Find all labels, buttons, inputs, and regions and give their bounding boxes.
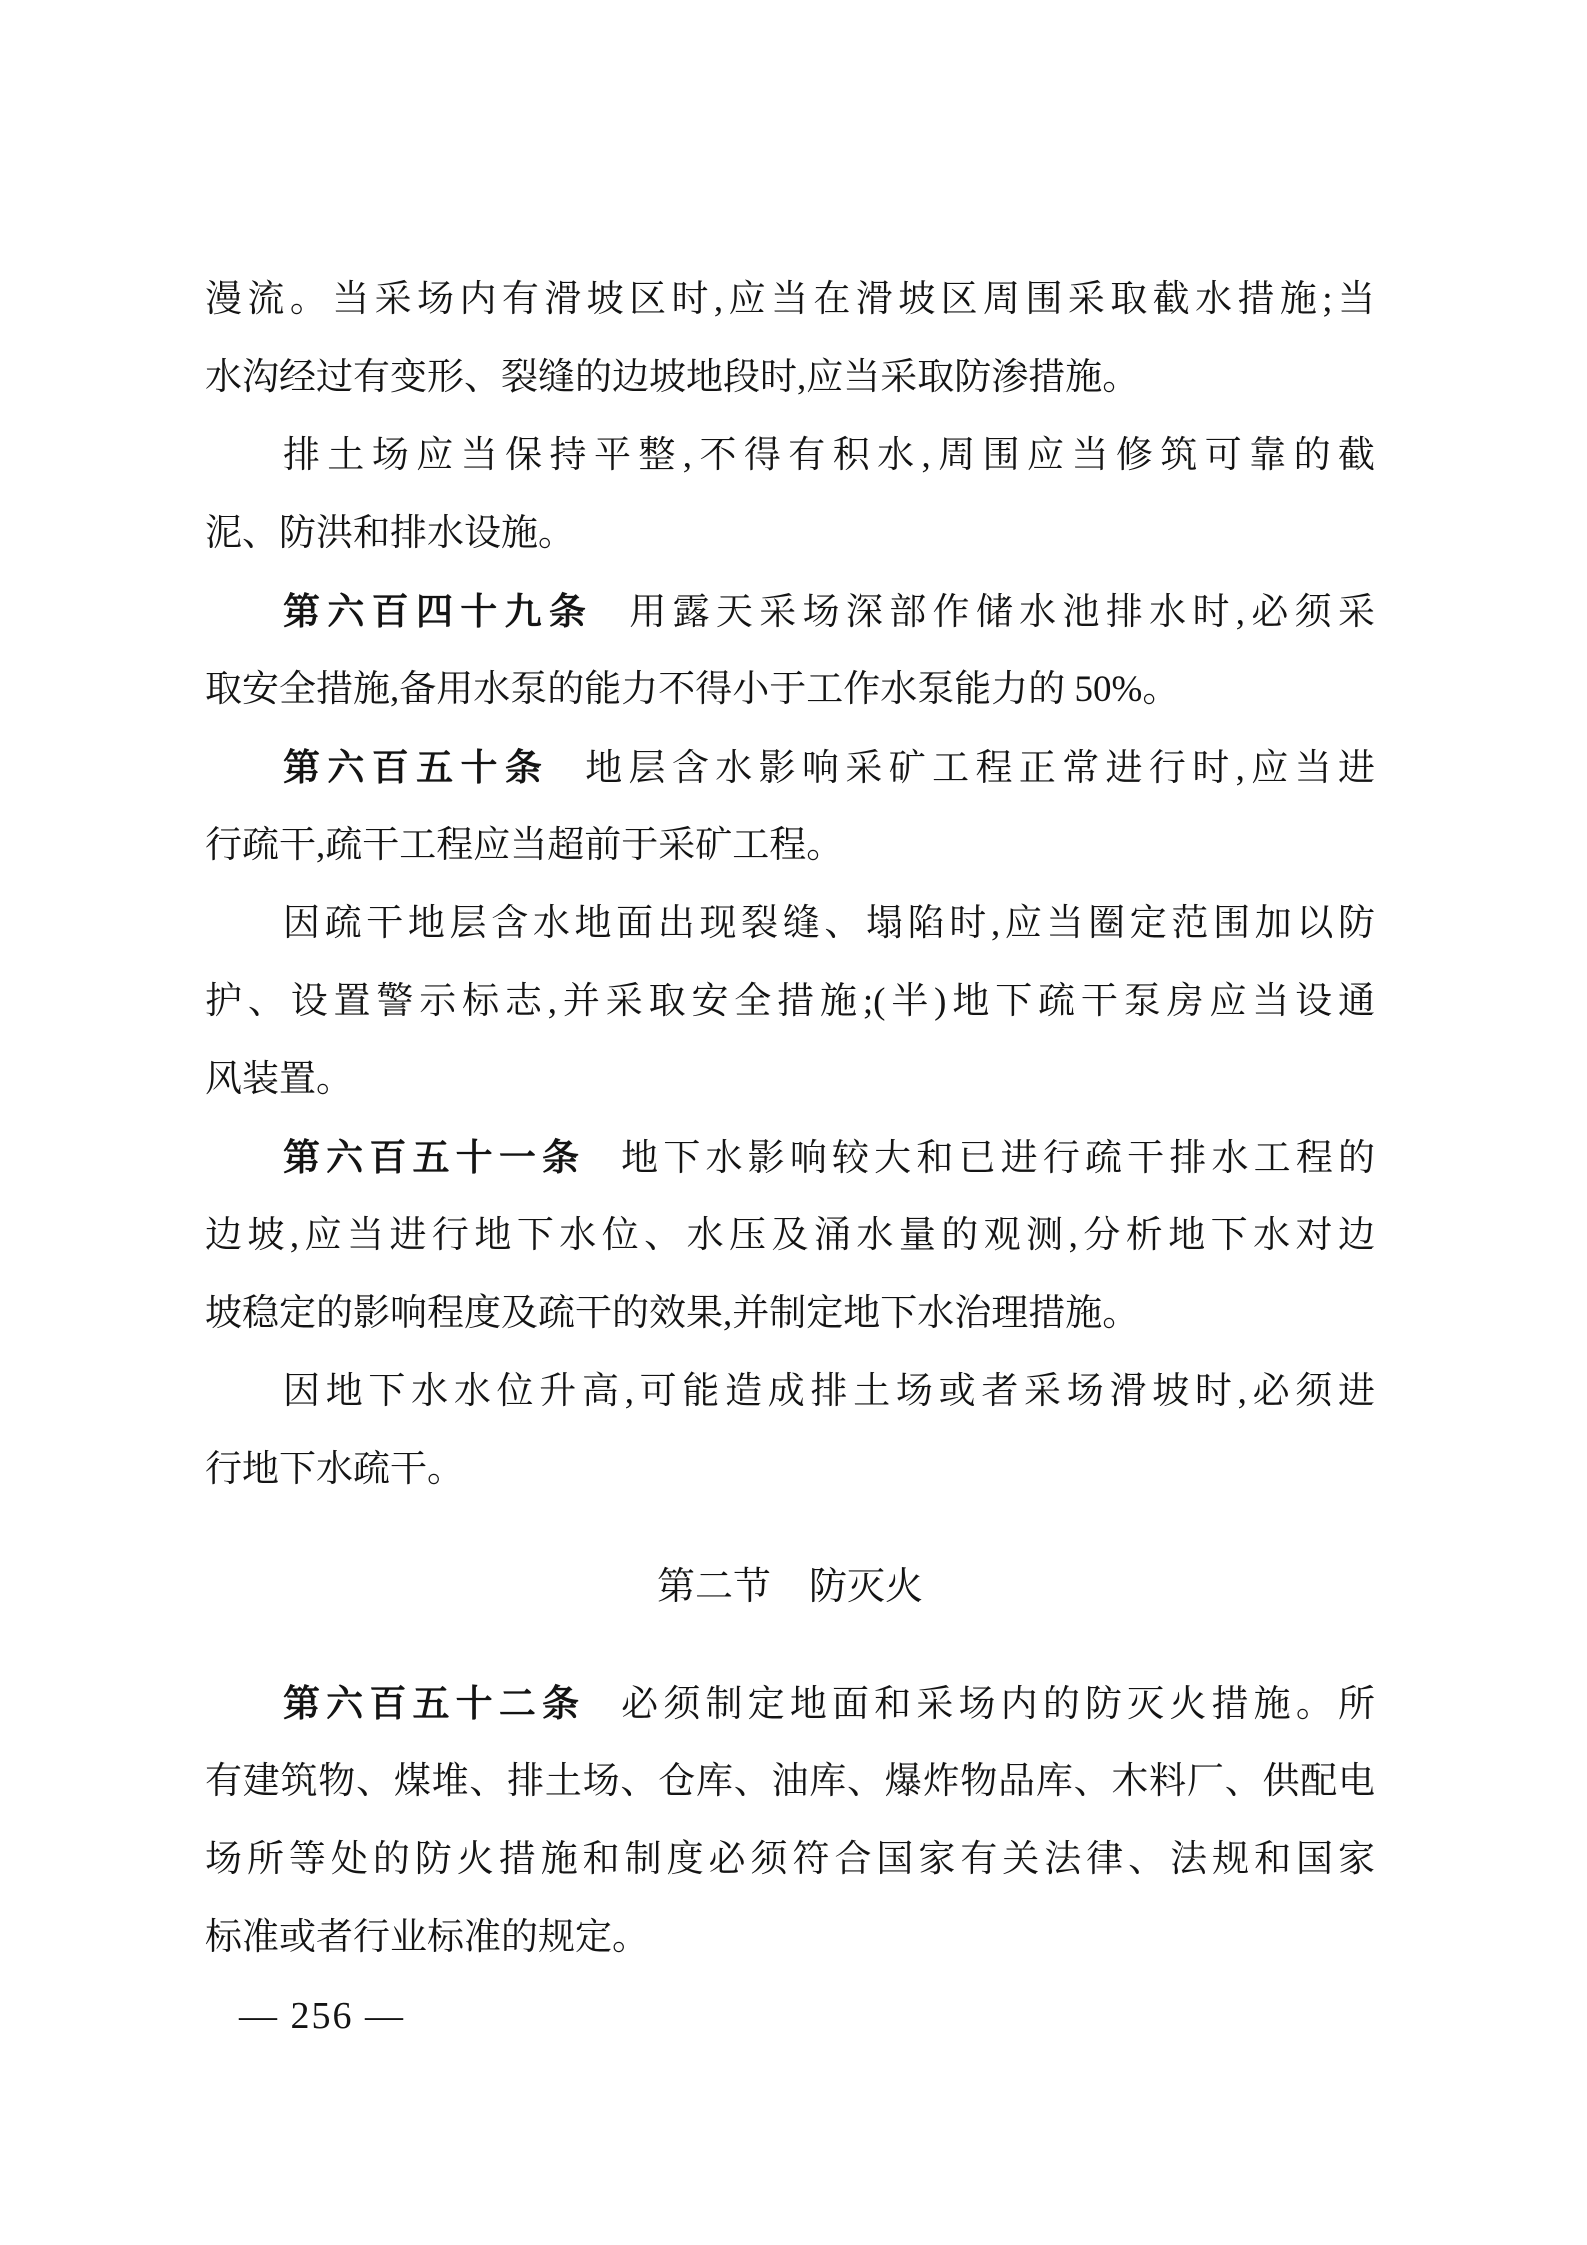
page-number [205, 1977, 1375, 2055]
line-text: 地层含水影响采矿工程正常进行时,应当进 [585, 748, 1375, 789]
text-line [205, 339, 1375, 417]
line-text: 护、设置警示标志,并采取安全措施;(半)地下疏干泵房应当设通 [205, 981, 1375, 1022]
line-text: 边坡,应当进行地下水位、水压及涌水量的观测,分析地下水对边 [205, 1215, 1375, 1256]
section-heading-text: 第二节 防灭火 [656, 1566, 923, 1608]
line-text: 用露天采场深部作储水池排水时,必须采 [629, 592, 1375, 633]
text-line [205, 1275, 1375, 1353]
line-text: 漫流。当采场内有滑坡区时,应当在滑坡区周围采取截水措施;当 [205, 279, 1375, 320]
text-line [205, 1821, 1375, 1899]
section-heading [205, 1509, 1375, 1665]
line-text: 标准或者行业标准的规定。 [205, 1917, 649, 1958]
text-line [205, 1353, 1375, 1431]
text-line [205, 1743, 1375, 1821]
text-block [205, 261, 1375, 2055]
text-line [205, 1041, 1375, 1119]
line-text: 风装置。 [205, 1059, 353, 1100]
article-number: 第六百四十九条 [283, 591, 594, 632]
line-text: 行疏干,疏干工程应当超前于采矿工程。 [205, 825, 844, 866]
article-number: 第六百五十二条 [283, 1683, 586, 1724]
line-text: 取安全措施,备用水泵的能力不得小于工作水泵能力的 50%。 [205, 669, 1180, 710]
text-line [205, 1431, 1375, 1509]
line-text: 坡稳定的影响程度及疏干的效果,并制定地下水治理措施。 [205, 1293, 1140, 1334]
line-text: 泥、防洪和排水设施。 [205, 513, 575, 554]
text-line [205, 807, 1375, 885]
text-line [205, 1899, 1375, 1977]
line-text: 排土场应当保持平整,不得有积水,周围应当修筑可靠的截 [283, 435, 1375, 476]
text-line [205, 651, 1375, 729]
line-text: 因地下水水位升高,可能造成排土场或者采场滑坡时,必须进 [283, 1371, 1375, 1412]
text-line-article-start [205, 573, 1375, 651]
text-line [205, 885, 1375, 963]
line-text: 地下水影响较大和已进行疏干排水工程的 [621, 1138, 1375, 1179]
text-line [205, 963, 1375, 1041]
line-text: 有建筑物、煤堆、排土场、仓库、油库、爆炸物品库、木料厂、供配电 [205, 1761, 1375, 1802]
text-line [205, 261, 1375, 339]
text-line-article-start [205, 729, 1375, 807]
line-text: 水沟经过有变形、裂缝的边坡地段时,应当采取防渗措施。 [205, 357, 1140, 398]
line-text: 因疏干地层含水地面出现裂缝、塌陷时,应当圈定范围加以防 [283, 903, 1375, 944]
line-text: 必须制定地面和采场内的防灭火措施。所 [621, 1684, 1375, 1725]
article-number: 第六百五十一条 [283, 1137, 586, 1178]
article-number: 第六百五十条 [283, 747, 550, 788]
line-text: 场所等处的防火措施和制度必须符合国家有关法律、法规和国家 [205, 1839, 1375, 1880]
text-line-article-start [205, 1119, 1375, 1197]
line-text: 行地下水疏干。 [205, 1449, 464, 1490]
text-line [205, 495, 1375, 573]
text-line-article-start [205, 1665, 1375, 1743]
text-line [205, 1197, 1375, 1275]
page-number-text: — 256 — [239, 1995, 405, 2037]
text-line [205, 417, 1375, 495]
